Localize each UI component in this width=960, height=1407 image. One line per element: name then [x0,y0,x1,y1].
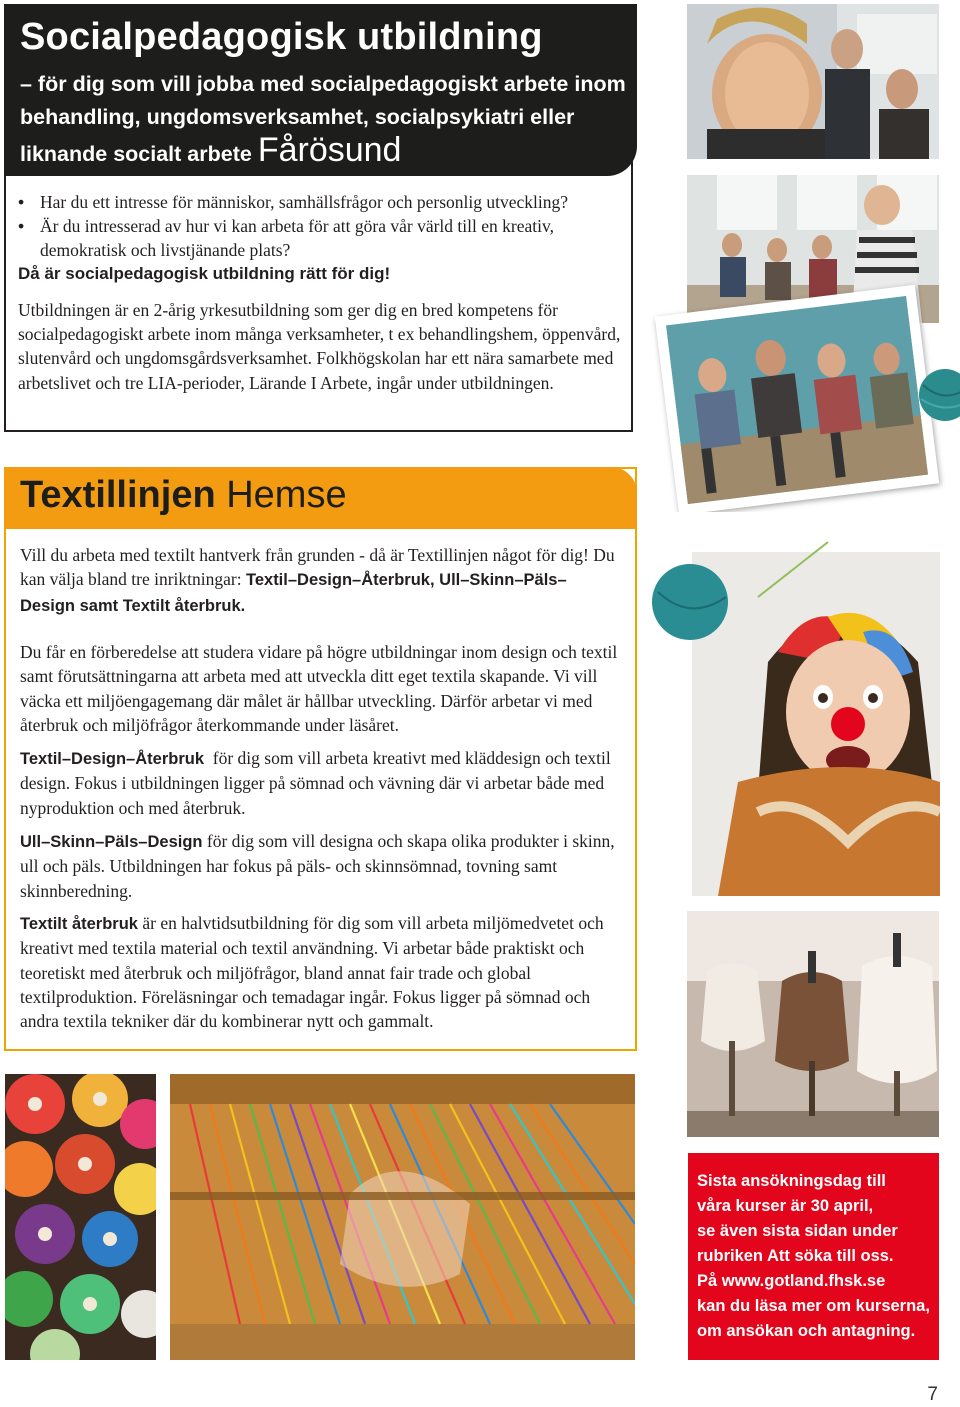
socialpedagogisk-subtitle [20,68,630,171]
place-farosund: Fårösund [257,131,402,169]
info-line: rubriken Att söka till oss. [697,1247,894,1265]
track-textil-design [20,746,620,820]
dress-forms-photo [687,911,939,1137]
socialpedagogisk-bullets [18,190,628,262]
track2-name: Ull–Skinn–Päls–Design [20,833,203,851]
bullet-item: • Har du ett intresse för människor, samhällsfrågor och personlig utveckling? [18,190,628,214]
track3-name: Textilt återbruk [20,915,138,933]
website-link[interactable]: www.gotland.fhsk.se [721,1272,886,1290]
page-number: 7 [927,1384,938,1405]
socialpedagogisk-title: Socialpedagogisk utbildning [20,16,543,58]
socialpedagogisk-body: Utbildningen är en 2-årig yrkesutbildning som ger dig en bred kompetens för socialpedagogiskt arbete inom många verksamheter, t ex behandlingshem, öppenvård, slutenvård och ungdomsgårdsverksamhet. Folkhögskolan har ett nära samarbete med arbetslivet och tre LIA-perioder, Lärande I Arbete, ingår under utbildningen. [18,300,621,393]
info-prefix: På [697,1272,722,1290]
info-line: våra kurser är 30 april, [697,1197,874,1215]
track-textilt-aterbruk [20,911,620,1033]
track3-text: är en halvtidsutbildning för dig som vill arbeta miljömedvetet och kreativt med textila material och textil användning. Vi arbetar både praktiskt och teoretiskt med återbruk och miljöfrågor, bland annat fair trade och global textilproduktion. Föreläsningar och temadagar ingår. Fokus ligger på sömnad och andra textila tekniker där du kombinerar nytt och gammalt. [20,913,604,1032]
weaving-loom-photo [170,1074,635,1360]
track2-text: för dig som vill designa och skapa olika produkter i skinn, ull och päls. Utbildningen har fokus på päls- och skinnsömnad, tovning samt skinnberedning. [20,831,615,901]
intro-text: Vill du arbeta med textilt hantverk från grunden - då är Textillinjen något för dig! Du kan välja bland tre inriktningar: [20,545,615,590]
yarn-ball-image [915,365,960,425]
socialpedagogisk-header [4,4,637,176]
track1-name: Textil–Design–Återbruk [20,750,204,768]
classroom-photo [687,4,939,159]
application-info-box [688,1153,939,1360]
seated-group-photo [655,285,939,515]
textillinjen-title [20,474,347,517]
socialpedagogisk-highlight: Då är socialpedagogisk utbildning rätt för dig! [18,264,391,283]
textillinjen-para2: Du får en förberedelse att studera vidare på högre utbildningar inom design och textil samt förutsättningarna att arbeta med att utveckla ditt eget textila skapande. Vi vill väcka ett miljöengagemang där målet är hållbar utveckling. Därför arbetar vi med återbruk och miljöfrågor återkommande under läsåret. [20,642,618,735]
track1-text: för dig som vill arbeta kreativt med kläddesign och textil design. Fokus i utbildningen ligger på sömnad och vävning där vi arbetar både med nyproduktion och med återbruk. [20,748,611,818]
info-line [697,1269,931,1294]
place-hemse: Hemse [226,474,347,516]
yarn-cones-photo [5,1074,156,1360]
info-line: om ansökan och antagning. [697,1322,916,1340]
info-line: kan du läsa mer om kurserna, [697,1297,930,1315]
textillinjen-intro [20,543,620,618]
textillinjen-title-text: Textillinjen [20,474,216,516]
intro-highlight: Textil–Design–Återbruk, Ull–Skinn–Päls–Design samt Textilt återbruk. [20,571,567,615]
clown-portrait-photo [648,512,940,896]
bullet-item: • Är du intresserad av hur vi kan arbeta för att göra vår värld till en kreativ, demokratisk och livstjänande plats? [18,214,628,262]
subtitle-text: – för dig som vill jobba med socialpedagogiskt arbete inom behandling, ungdomsverksamhet, socialpsykiatri eller liknande socialt arbete [20,72,626,166]
info-line: Sista ansökningsdag till [697,1172,886,1190]
track-ull-skinn [20,829,620,903]
info-line: se även sista sidan under [697,1222,898,1240]
